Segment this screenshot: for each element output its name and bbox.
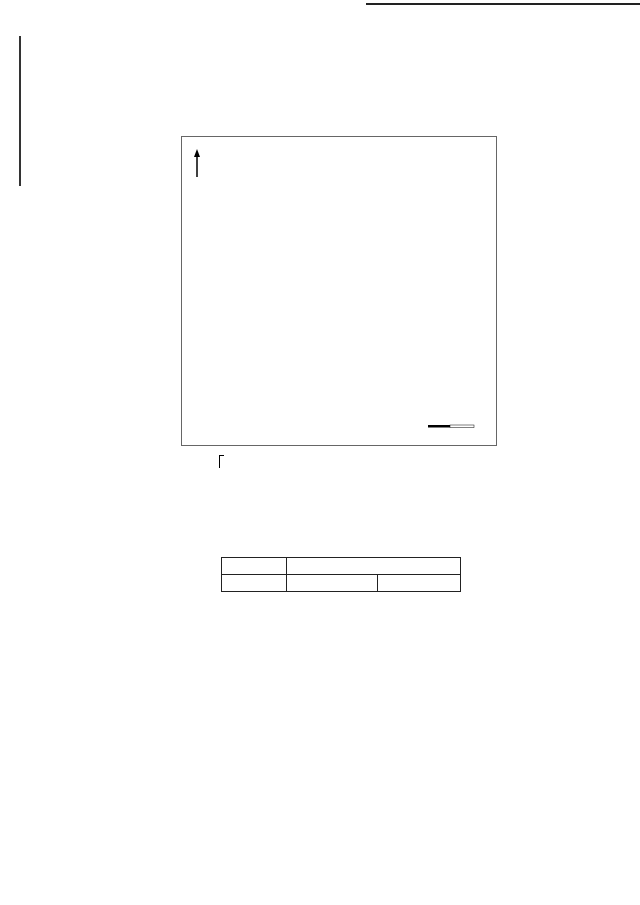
- header-longitude: [378, 575, 461, 592]
- scale-bar-light: [450, 425, 474, 428]
- table-header-row: [222, 558, 461, 575]
- top-scan-line: [366, 3, 640, 5]
- scale-bar: [428, 425, 474, 428]
- header-latitude: [287, 575, 378, 592]
- header-point-number: [222, 558, 287, 575]
- scale-bar-dark: [428, 425, 450, 428]
- margin-scan-line: [19, 36, 21, 186]
- table-subheader-row: [222, 575, 461, 592]
- boundary-map-drawing: [182, 137, 496, 445]
- legend-line-icon: [219, 455, 224, 468]
- map-legend: [219, 452, 227, 468]
- boundary-map: [181, 136, 497, 446]
- north-arrow-head-icon: [194, 149, 200, 157]
- coordinates-table: [221, 557, 461, 592]
- header-coordinates: [287, 558, 461, 575]
- header-empty-cell: [222, 575, 287, 592]
